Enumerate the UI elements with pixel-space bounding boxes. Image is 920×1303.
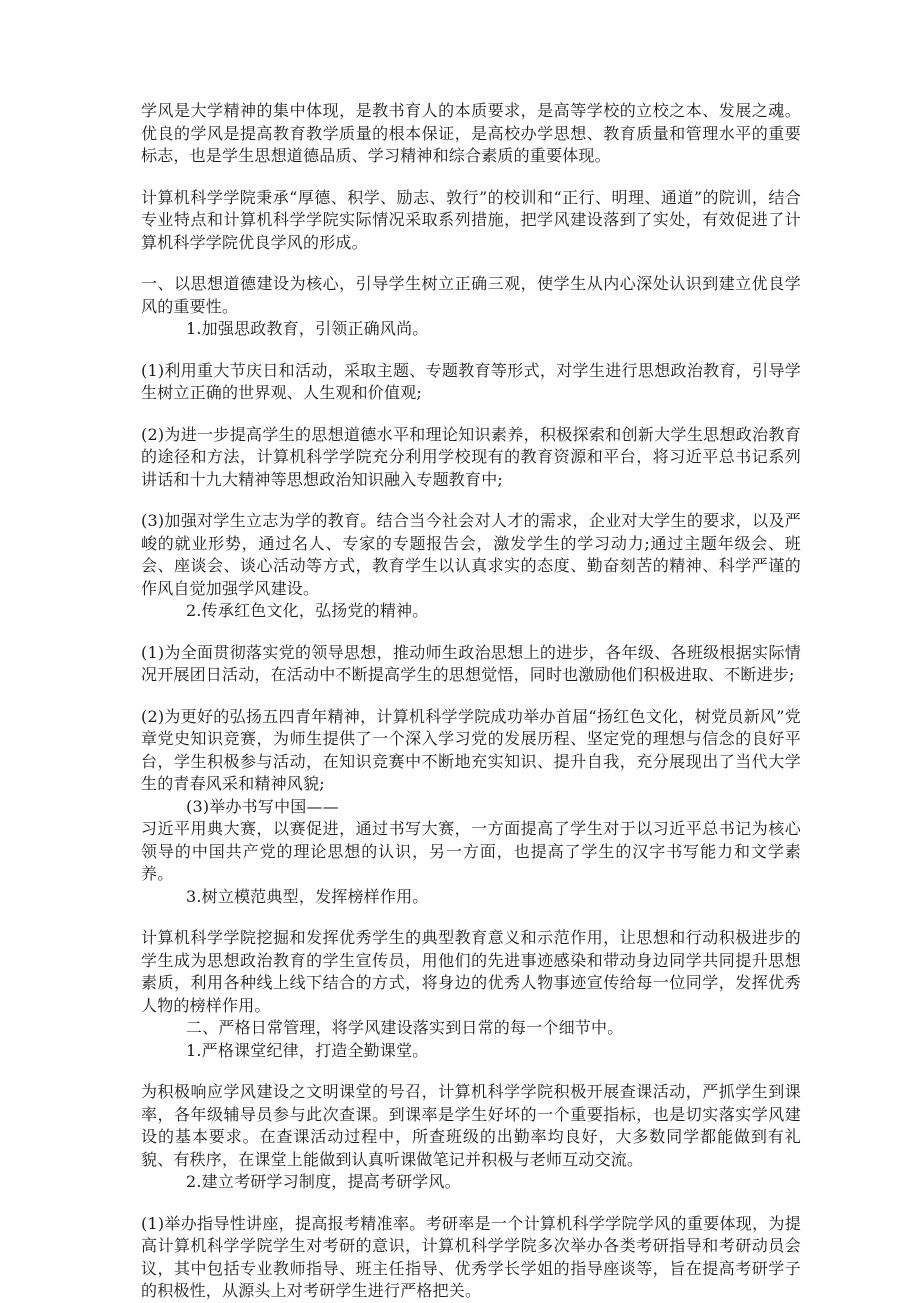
paragraph-2-2-1: (1)举办指导性讲座，提高报考精准率。考研率是一个计算机科学学院学风的重要体现，为提高计算机科学学院学生对考研的意识，计算机科学学院多次举办各类考研指导和考研动员会议，其中包括专业教师指导、班主任指导、优秀学长学姐的指导座谈等，旨在提高考研学子的积极性，从源头上对考研学生进行严格把关。	[141, 1213, 801, 1300]
section-heading-1: 一、以思想道德建设为核心，引导学生树立正确三观，使学生从内心深处认识到建立优良学风的重要性。	[141, 274, 801, 316]
paragraph-1-1-1: (1)利用重大节庆日和活动，采取主题、专题教育等形式，对学生进行思想政治教育，引导学生树立正确的世界观、人生观和价值观;	[141, 360, 801, 402]
paragraph-college-motto: 计算机科学学院秉承“厚德、积学、励志、敦行”的校训和“正行、明理、通道”的院训，结合专业特点和计算机科学学院实际情况采取系列措施，把学风建设落到了实处，有效促进了计算机科学学院优良学风的形成。	[141, 187, 801, 252]
paragraph-2-1: 为积极响应学风建设之文明课堂的号召，计算机科学学院积极开展查课活动，严抓学生到课率，各年级辅导员参与此次查课。到课率是学生好坏的一个重要指标，也是切实落实学风建设的基本要求。在查课活动过程中，所查班级的出勤率均良好，大多数同学都能做到有礼貌、有秩序，在课堂上能做到认真听课做笔记并积极与老师互动交流。	[141, 1082, 801, 1169]
paragraph-1-1-3: (3)加强对学生立志为学的教育。结合当今社会对人才的需求，企业对大学生的要求，以及严峻的就业形势，通过名人、专家的专题报告会，激发学生的学习动力;通过主题年级会、班会、座谈会、谈心活动等方式，教育学生以认真求实的态度、勤奋刻苦的精神、科学严谨的作风自觉加强学风建设。	[141, 511, 801, 598]
subsection-heading-1-3: 3.树立模范典型，发挥榜样作用。	[186, 886, 429, 906]
document-body	[141, 100, 801, 1303]
paragraph-1-2-1: (1)为全面贯彻落实党的领导思想，推动师生政治思想上的进步，各年级、各班级根据实际情况开展团日活动，在活动中不断提高学生的思想觉悟，同时也激励他们积极进取、不断进步;	[141, 642, 801, 684]
subsection-heading-1-2: 2.传承红色文化，弘扬党的精神。	[186, 601, 429, 620]
subsection-heading-1-1: 1.加强思政教育，引领正确风尚。	[186, 319, 429, 338]
paragraph-1-3: 计算机科学学院挖掘和发挥优秀学生的典型教育意义和示范作用，让思想和行动积极进步的学生成为思想政治教育的学生宣传员，用他们的先进事迹感染和带动身边同学共同提升思想素质，利用各种线上线下结合的方式，将身边的优秀人物事迹宣传给每一位同学，发挥优秀人物的榜样作用。	[141, 928, 801, 1015]
paragraph-1-2-2: (2)为更好的弘扬五四青年精神，计算机科学学院成功举办首届“扬红色文化，树党员新风”党章党史知识竞赛，为师生提供了一个深入学习党的发展历程、坚定党的理想与信念的良好平台，学生积极参与活动，在知识竞赛中不断地充实知识、提升自我，充分展现出了当代大学生的青春风采和精神风貌;	[141, 706, 801, 793]
subsection-heading-2-1: 1.严格课堂纪律，打造全勤课堂。	[186, 1040, 429, 1060]
paragraph-intro: 学风是大学精神的集中体现，是教书育人的本质要求，是高等学校的立校之本、发展之魂。优良的学风是提高教育教学质量的根本保证，是高校办学思想、教育质量和管理水平的重要标志，也是学生思想道德品质、学习精神和综合素质的重要体现。	[141, 101, 801, 165]
section-heading-2: 二、严格日常管理，将学风建设落实到日常的每一个细节中。	[186, 1018, 624, 1037]
subsection-heading-2-2: 2.建立考研学习制度，提高考研学风。	[186, 1172, 461, 1191]
paragraph-1-2-3: 习近平用典大赛，以赛促进，通过书写大赛，一方面提高了学生对于以习近平总书记为核心领导的中国共产党的理论思想的认识，另一方面，也提高了学生的汉字书写能力和文学素养。	[141, 819, 801, 883]
paragraph-1-1-2: (2)为进一步提高学生的思想道德水平和理论知识素养，积极探索和创新大学生思想政治教育的途径和方法，计算机科学学院充分利用学校现有的教育资源和平台，将习近平总书记系列讲话和十九大精神等思想政治知识融入专题教育中;	[141, 424, 801, 489]
paragraph-1-2-3-lead: (3)举办书写中国——	[186, 796, 339, 816]
